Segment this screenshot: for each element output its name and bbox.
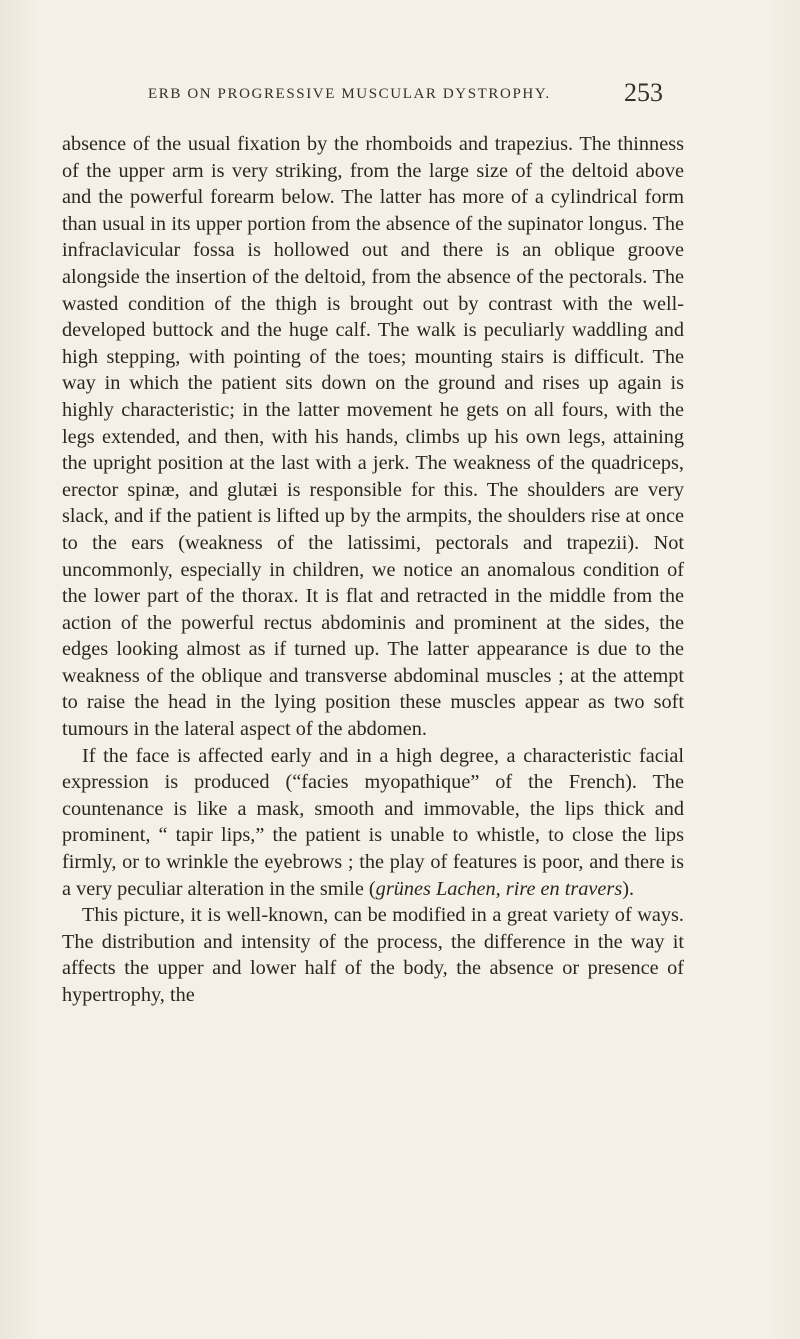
italic-phrase: grünes Lachen, rire en travers — [375, 877, 623, 900]
paragraph-text: This picture, it is well-known, can be modified in a great variety of ways. The distribution and intensity of the process, the difference in the way it affects the upper and lower half of the body, the absence or presence of hypertrophy, the — [62, 904, 684, 1006]
running-head — [0, 78, 800, 114]
running-title: ERB ON PROGRESSIVE MUSCULAR DYSTROPHY. — [148, 86, 551, 102]
page-number: 253 — [624, 78, 663, 107]
paragraph — [62, 743, 684, 903]
paragraph-text: absence of the usual fixation by the rhomboids and trapezius. The thinness of the upper arm is very striking, from the large size of the deltoid above and the powerful forearm below. The latter has more of a cylindrical form than usual in its upper portion from the absence of the supinator longus. The infraclavicular fossa is hollowed out and there is an oblique groove alongside the insertion of the deltoid, from the absence of the pectorals. The wasted condition of the thigh is brought out by contrast with the well-developed buttock and the huge calf. The walk is peculiarly waddling and high stepping, with pointing of the toes; mounting stairs is difficult. The way in which the patient sits down on the ground and rises up again is highly characteristic; in the latter movement he gets on all fours, with the legs extended, and then, with his hands, climbs up his own legs, attaining the upright position at the last with a jerk. The weakness of the quadriceps, erector spinæ, and glutæi is responsible for this. The shoulders are very slack, and if the patient is lifted up by the armpits, the shoulders rise at once to the ears (weakness of the latissimi, pectorals and trapezii). Not uncommonly, especially in children, we notice an anomalous condition of the lower part of the thorax. It is flat and retracted in the middle from the action of the powerful rectus abdominis and prominent at the sides, the edges looking almost as if turned up. The latter appearance is due to the weakness of the oblique and transverse abdominal muscles ; at the attempt to raise the head in the lying position these muscles appear as two soft tumours in the lateral aspect of the abdomen. — [62, 133, 684, 741]
paragraph — [62, 131, 684, 743]
paragraph-text: ). — [622, 877, 635, 900]
paragraph — [62, 902, 684, 1008]
paragraph-text: If the face is affected early and in a high degree, a characteristic facial expression is produced (“facies myopathique” of the French). The countenance is like a mask, smooth and immovable, the lips thick and prominent, “ tapir lips,” the patient is unable to whistle, to close the lips firmly, or to wrinkle the eyebrows ; the play of features is poor, and there is a very peculiar alteration in the smile ( — [62, 744, 684, 900]
body-text — [62, 131, 684, 1009]
